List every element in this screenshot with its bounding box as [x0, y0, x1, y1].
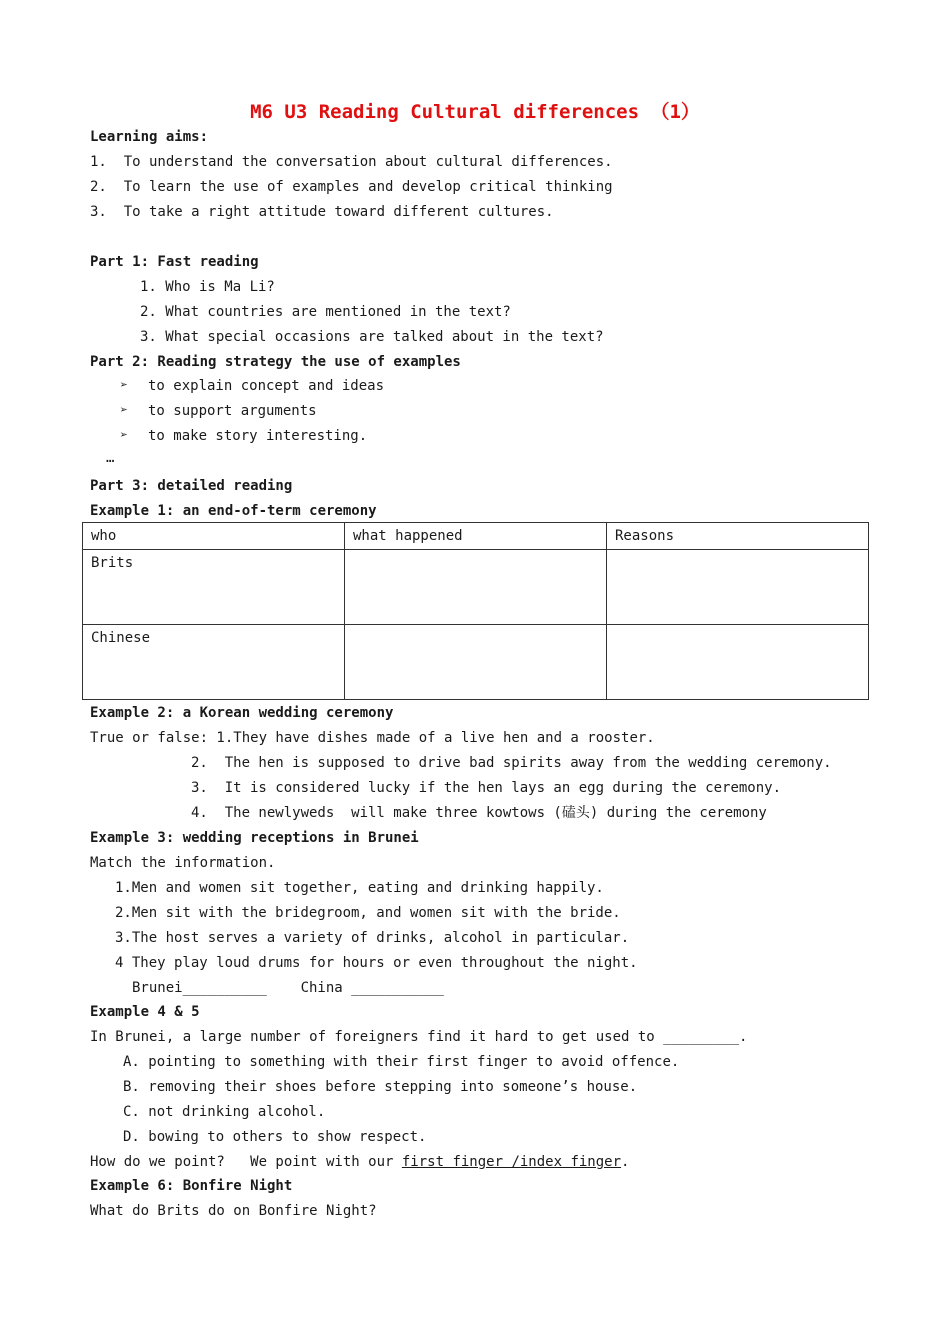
column-header-reasons: Reasons — [607, 523, 869, 550]
ellipsis: … — [106, 450, 115, 466]
pointing-question — [90, 1153, 629, 1171]
cell-who: Chinese — [83, 625, 345, 700]
strategy-bullet: to explain concept and ideas — [148, 378, 385, 394]
aim-item: 2. To learn the use of examples and develop critical thinking — [90, 179, 613, 195]
fast-reading-question: 2. What countries are mentioned in the text? — [140, 304, 511, 320]
choice-option-d: D. bowing to others to show respect. — [123, 1129, 427, 1145]
page-title: M6 U3 Reading Cultural differences （1） — [250, 101, 700, 123]
true-false-item: 4. The newlyweds will make three kowtows (磕头) during the ceremony — [191, 805, 767, 821]
part2-heading: Part 2: Reading strategy the use of examples — [90, 354, 461, 370]
table-header-row — [83, 523, 869, 550]
example2-heading: Example 2: a Korean wedding ceremony — [90, 705, 394, 721]
true-false-item: 3. It is considered lucky if the hen lays an egg during the ceremony. — [191, 780, 782, 796]
example1-heading: Example 1: an end-of-term ceremony — [90, 503, 377, 519]
strategy-bullet: to make story interesting. — [148, 428, 368, 444]
bonfire-question: What do Brits do on Bonfire Night? — [90, 1203, 377, 1219]
match-item: 4 They play loud drums for hours or even throughout the night. — [115, 955, 638, 971]
column-header-what-happened: what happened — [345, 523, 607, 550]
multiple-choice-question: In Brunei, a large number of foreigners find it hard to get used to _________. — [90, 1029, 748, 1045]
example45-heading: Example 4 & 5 — [90, 1004, 200, 1020]
column-header-who: who — [83, 523, 345, 550]
aim-item: 3. To take a right attitude toward different cultures. — [90, 204, 554, 220]
table-row — [83, 550, 869, 625]
cell-what-happened[interactable] — [345, 625, 607, 700]
fast-reading-question: 3. What special occasions are talked about in the text? — [140, 329, 604, 345]
part1-heading: Part 1: Fast reading — [90, 254, 259, 270]
choice-option-c: C. not drinking alcohol. — [123, 1104, 326, 1120]
match-item: 1.Men and women sit together, eating and drinking happily. — [115, 880, 604, 896]
choice-option-b: B. removing their shoes before stepping into someone’s house. — [123, 1079, 638, 1095]
match-item: 2.Men sit with the bridegroom, and women sit with the bride. — [115, 905, 621, 921]
arrow-bullet-icon: ➢ — [120, 428, 128, 443]
arrow-bullet-icon: ➢ — [120, 403, 128, 418]
cell-what-happened[interactable] — [345, 550, 607, 625]
learning-aims-heading: Learning aims: — [90, 129, 209, 145]
strategy-bullet: to support arguments — [148, 403, 317, 419]
pointing-period: . — [621, 1154, 630, 1170]
true-false-lead: True or false: 1.They have dishes made of a live hen and a rooster. — [90, 730, 655, 746]
match-instruction: Match the information. — [90, 855, 276, 871]
choice-option-a: A. pointing to something with their first finger to avoid offence. — [123, 1054, 680, 1070]
part3-heading: Part 3: detailed reading — [90, 478, 293, 494]
example3-heading: Example 3: wedding receptions in Brunei — [90, 830, 419, 846]
fast-reading-question: 1. Who is Ma Li? — [140, 279, 275, 295]
example6-heading: Example 6: Bonfire Night — [90, 1178, 293, 1194]
pointing-answer: first finger /index finger — [401, 1154, 622, 1170]
match-item: 3.The host serves a variety of drinks, alcohol in particular. — [115, 930, 630, 946]
cell-who: Brits — [83, 550, 345, 625]
example1-table — [82, 522, 869, 700]
true-false-item: 2. The hen is supposed to drive bad spirits away from the wedding ceremony. — [191, 755, 832, 771]
arrow-bullet-icon: ➢ — [120, 378, 128, 393]
cell-reasons[interactable] — [607, 625, 869, 700]
pointing-question-text: How do we point? We point with our — [90, 1154, 402, 1170]
aim-item: 1. To understand the conversation about cultural differences. — [90, 154, 613, 170]
match-answer-blanks[interactable]: Brunei__________ China ___________ — [132, 980, 444, 996]
table-row — [83, 625, 869, 700]
cell-reasons[interactable] — [607, 550, 869, 625]
